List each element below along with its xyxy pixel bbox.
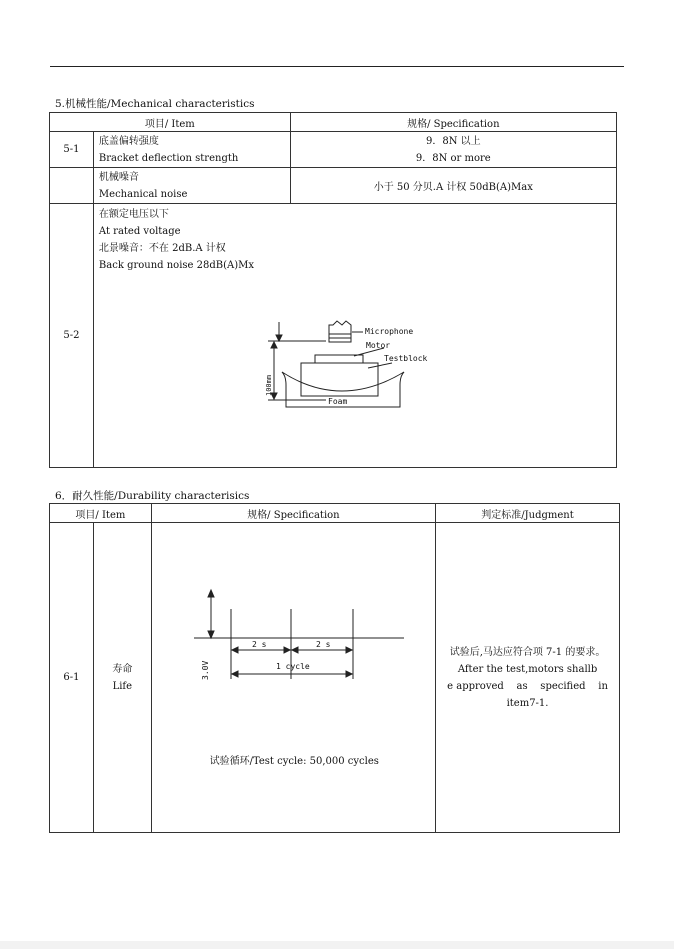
condition-line: At rated voltage xyxy=(98,226,181,237)
noise-test-cell xyxy=(93,204,616,468)
item-cell xyxy=(93,523,151,833)
item-cn: 寿命 xyxy=(112,663,133,675)
item-en: Life xyxy=(112,680,133,692)
row-number: 6-1 xyxy=(50,523,94,833)
item-cell xyxy=(93,132,290,168)
condition-line: Back ground noise 28dB(A)Mx xyxy=(98,260,254,271)
header-spec: 规格/ Specification xyxy=(151,504,435,523)
row-number-empty xyxy=(50,168,94,204)
table-row xyxy=(50,523,620,833)
item-cn: 底盖偏转强度 xyxy=(98,135,159,147)
spec-cell xyxy=(290,132,616,168)
condition-line: 在额定电压以下 xyxy=(98,209,169,220)
microphone-label: Microphone xyxy=(364,327,414,336)
table-header-row xyxy=(50,504,620,523)
judgment-line: After the test,motors shallb xyxy=(457,663,598,675)
time-label: 2 s xyxy=(251,640,267,649)
row-number: 5-1 xyxy=(50,132,94,168)
judgment-line: item7-1. xyxy=(506,697,549,709)
page-footer-band xyxy=(0,941,674,949)
foam-label: Foam xyxy=(327,397,348,406)
spec-cell: 小于 50 分贝.A 计权 50dB(A)Max xyxy=(290,168,616,204)
mechanical-table xyxy=(49,112,617,468)
spec-cell xyxy=(151,523,435,833)
row-number: 5-2 xyxy=(50,204,94,468)
judgment-line: e approved as specified in xyxy=(447,680,608,692)
voltage-label: 3.0V xyxy=(200,660,210,680)
item-cn: 机械噪音 xyxy=(98,171,139,183)
noise-test-diagram xyxy=(266,320,466,420)
section6-title: 6．耐久性能/Durability characterisics xyxy=(55,490,250,502)
durability-table xyxy=(49,503,620,833)
judgment-line: 试验后,马达应符合项 7-1 的要求。 xyxy=(449,646,606,658)
item-cell xyxy=(93,168,290,204)
condition-line: 北景噪音：不在 2dB.A 计权 xyxy=(98,243,226,254)
spec-line: 9．8N or more xyxy=(415,152,491,164)
header-judgment: 判定标准/Judgment xyxy=(436,504,620,523)
header-spec: 规格/ Specification xyxy=(290,113,616,132)
testblock-label: Testblock xyxy=(383,354,428,363)
header-item: 项目/ Item xyxy=(50,504,152,523)
table-header-row xyxy=(50,113,617,132)
motor-label: Motor xyxy=(365,341,391,350)
distance-label: 100mm xyxy=(264,374,273,396)
item-en: Bracket deflection strength xyxy=(98,152,239,164)
test-cycle: 试验循环/Test cycle: 50,000 cycles xyxy=(209,756,379,767)
section5-title: 5.机械性能/Mechanical characteristics xyxy=(55,98,255,110)
item-en: Mechanical noise xyxy=(98,188,188,200)
header-item: 项目/ Item xyxy=(50,113,291,132)
cycle-label: 1 cycle xyxy=(275,662,310,671)
table-row xyxy=(50,168,617,204)
life-cycle-diagram xyxy=(194,587,414,687)
table-row xyxy=(50,132,617,168)
spec-line: 9．8N 以上 xyxy=(425,135,481,147)
time-label: 2 s xyxy=(315,640,331,649)
header-rule xyxy=(50,66,624,67)
judgment-cell xyxy=(436,523,620,833)
table-row xyxy=(50,204,617,468)
